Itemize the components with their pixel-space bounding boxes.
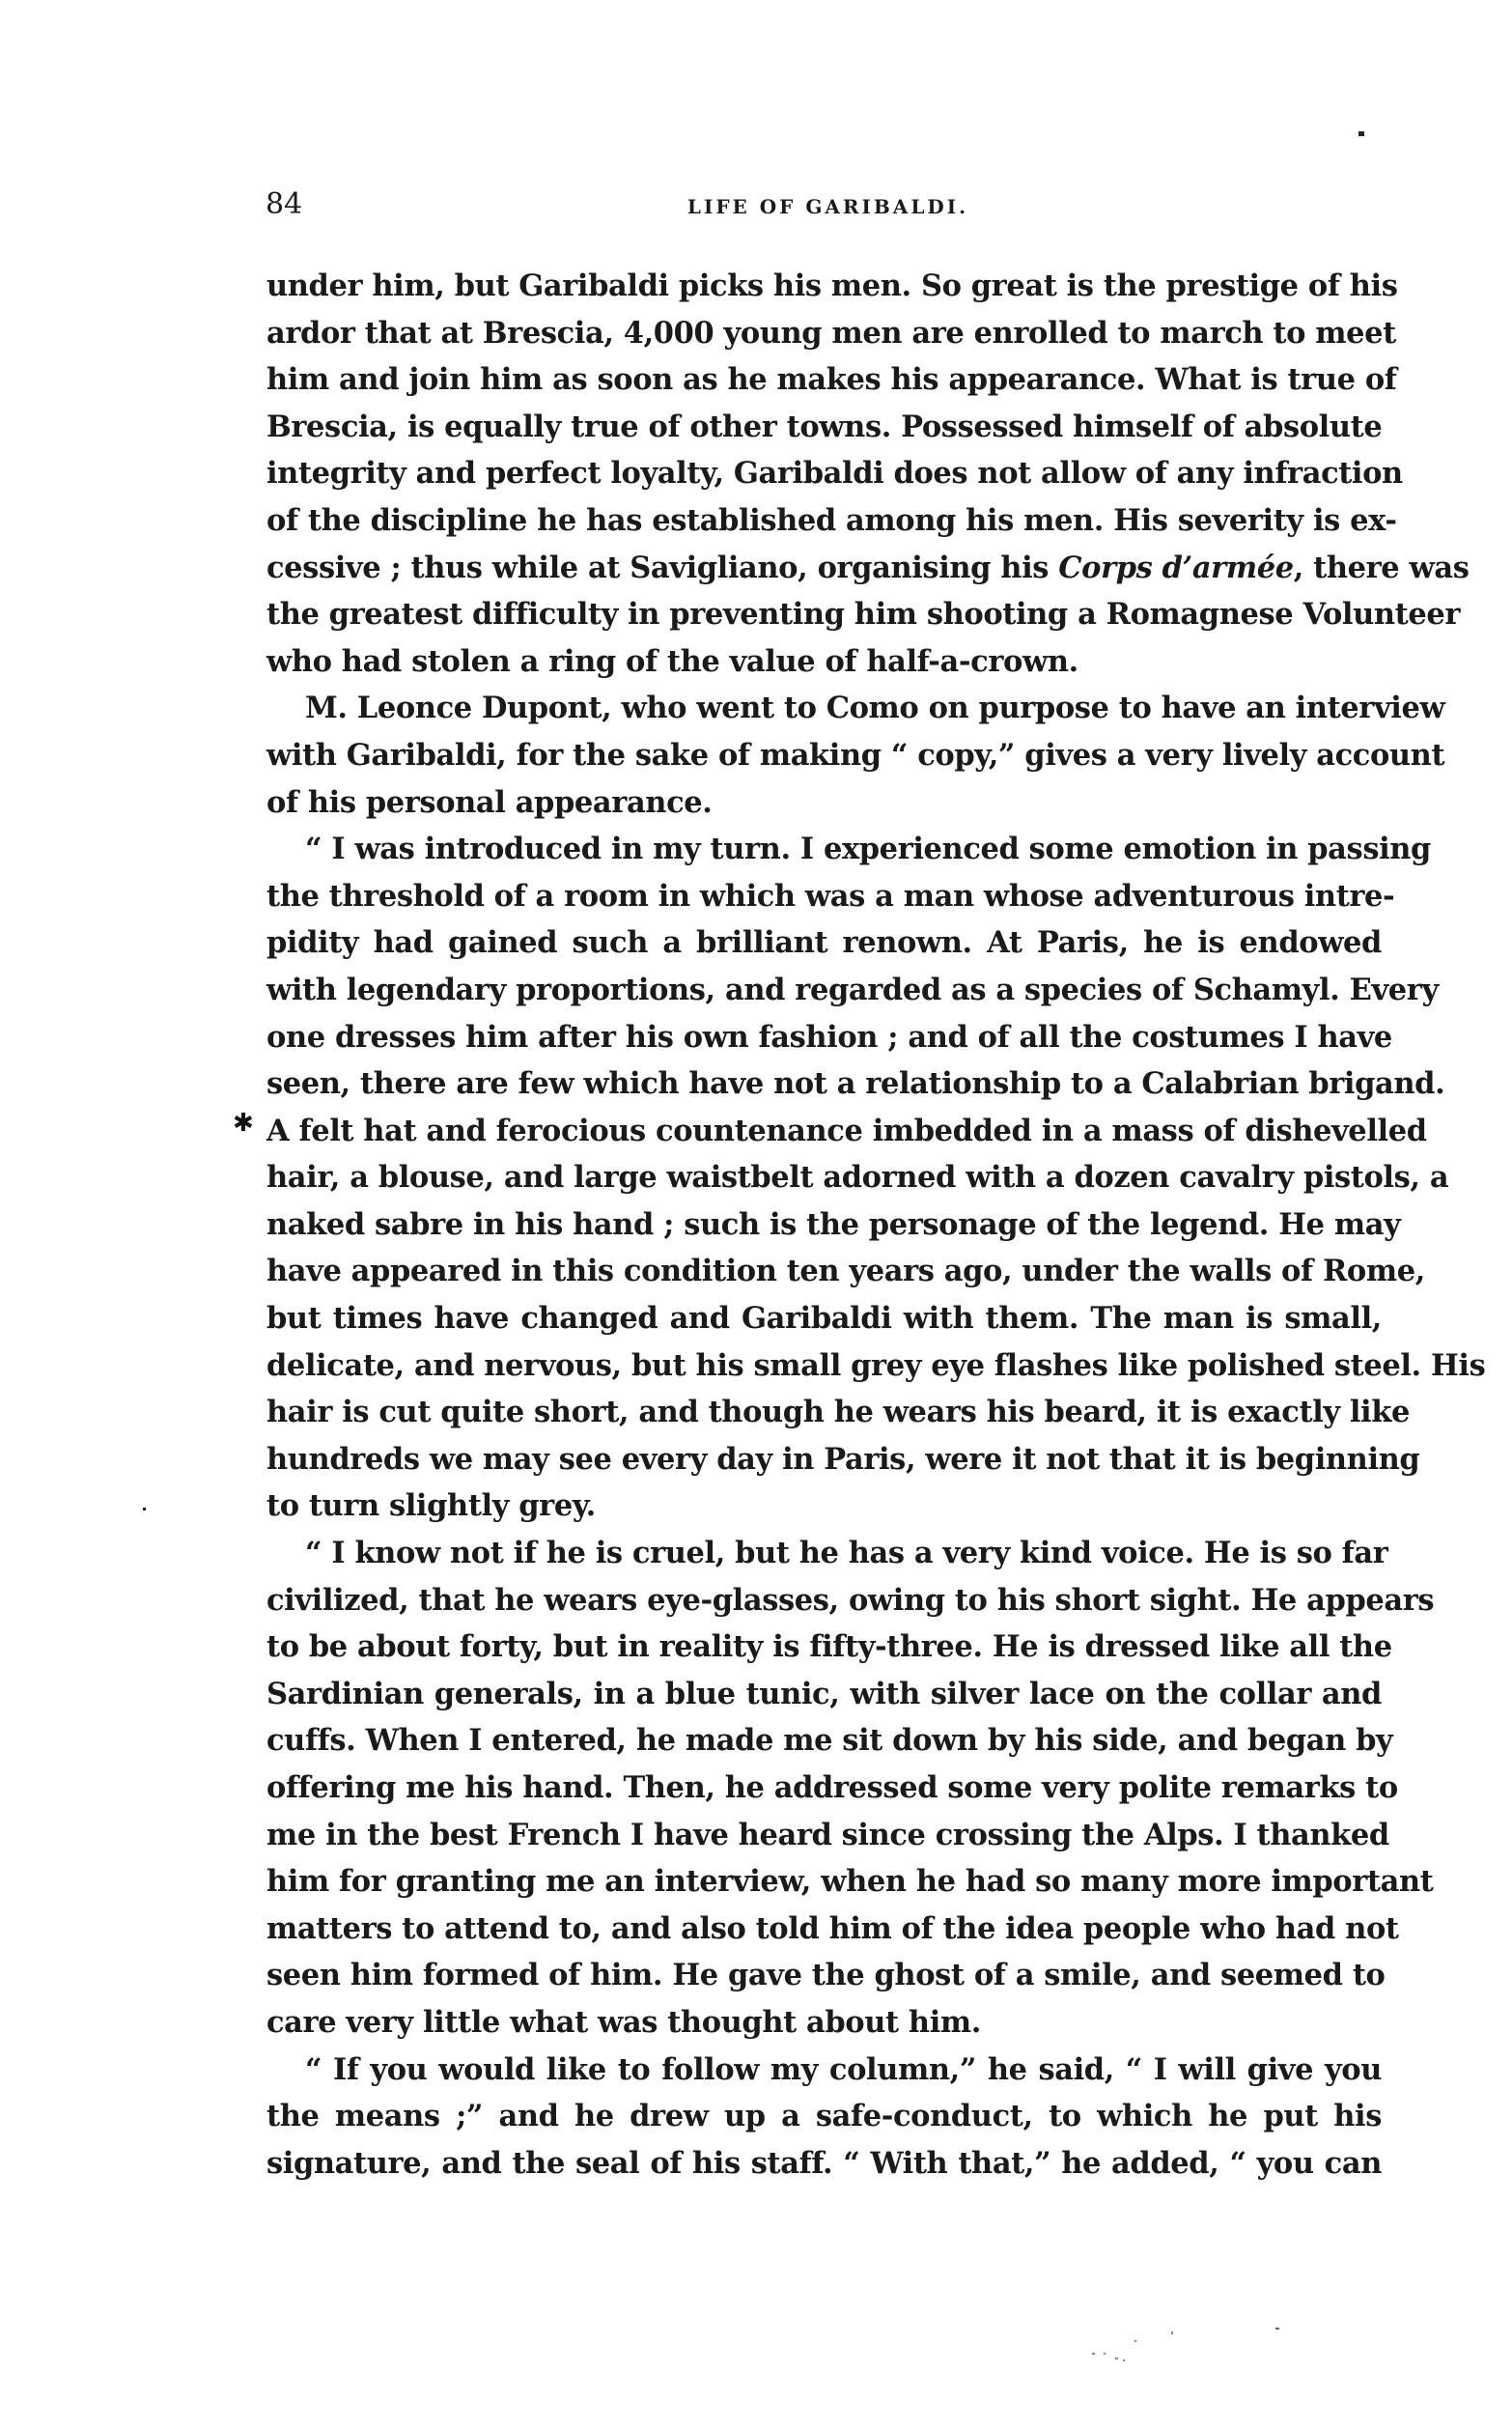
text-line: seen, there are few which have not a relationship to a Calabrian brigand. [266, 1066, 1445, 1102]
text-line: to be about forty, but in reality is fifty-three. He is dressed like all the [266, 1629, 1392, 1665]
text-line: naked sabre in his hand ; such is the personage of the legend. He may [266, 1206, 1401, 1242]
text-line: have appeared in this condition ten years ago, under the walls of Rome, [266, 1254, 1425, 1289]
text-line: M. Leonce Dupont, who went to Como on purpose to have an interview [305, 691, 1445, 726]
text-line: “ If you would like to follow my column,” he said, “ I will give you [305, 2051, 1382, 2087]
text-line: “ I know not if he is cruel, but he has a very kind voice. He is so far [305, 1536, 1388, 1571]
text-line: with legendary proportions, and regarded as a species of Schamyl. Every [266, 972, 1439, 1007]
scan-speck-bottom-1 [1092, 2353, 1095, 2355]
body-text [266, 263, 1486, 2187]
text-line [266, 545, 1470, 592]
text-line: hair is cut quite short, and though he wears his beard, it is exactly like [266, 1395, 1410, 1430]
text-line: “ I was introduced in my turn. I experienced some emotion in passing [305, 832, 1431, 867]
running-title: LIFE OF GARIBALDI. [686, 195, 969, 218]
text-line: civilized, that he wears eye-glasses, owing to his short sight. He appears [266, 1582, 1435, 1618]
text-line: but times have changed and Garibaldi with them. The man is small, [266, 1301, 1382, 1337]
text-line: pidity had gained such a brilliant renown. At Paris, he is endowed [266, 925, 1382, 961]
text-line: A felt hat and ferocious countenance imbedded in a mass of dishevelled [266, 1113, 1427, 1148]
text-line: cuffs. When I entered, he made me sit down by his side, and began by [266, 1723, 1393, 1759]
scan-speck-bottom-6 [1171, 2331, 1173, 2334]
text-line: who had stolen a ring of the value of half-a-crown. [266, 643, 1078, 679]
scan-speck-bottom-4 [1123, 2359, 1125, 2361]
margin-asterisk-mark: ✱ [233, 1109, 254, 1138]
text-line: signature, and the seal of his staff. “ With that,” he added, “ you can [266, 2145, 1382, 2181]
text-line: of his personal appearance. [266, 784, 713, 820]
text-line: hair, a blouse, and large waistbelt adorned with a dozen cavalry pistols, a [266, 1160, 1449, 1196]
text-line: Sardinian generals, in a blue tunic, with silver lace on the collar and [266, 1676, 1382, 1711]
text-line: ardor that at Brescia, 4,000 young men are enrolled to march to meet [266, 315, 1396, 351]
text-line: integrity and perfect loyalty, Garibaldi does not allow of any infraction [266, 456, 1403, 492]
text-line: the means ;” and he drew up a safe-conduct, to which he put his [266, 2099, 1382, 2134]
scan-speck-bottom-3 [1115, 2358, 1118, 2359]
scan-speck-bottom-5 [1134, 2340, 1136, 2342]
text-line: under him, but Garibaldi picks his men. So great is the prestige of his [266, 268, 1398, 303]
text-line: him for granting me an interview, when he had so many more important [266, 1864, 1434, 1900]
text-line: one dresses him after his own fashion ; and of all the costumes I have [266, 1019, 1392, 1055]
text-line: him and join him as soon as he makes his appearance. What is true of [266, 362, 1397, 398]
text-line: offering me his hand. Then, he addressed some very polite remarks to [266, 1770, 1398, 1805]
text-line: delicate, and nervous, but his small grey eye flashes like polished steel. His [266, 1347, 1486, 1383]
italic-phrase: Corps d’armée [1058, 550, 1294, 585]
text-line: hundreds we may see every day in Paris, were it not that it is beginning [266, 1441, 1420, 1477]
scan-speck-top-right [1358, 131, 1364, 136]
text-line: Brescia, is equally true of other towns. Possessed himself of absolute [266, 409, 1383, 444]
text-line: matters to attend to, and also told him of the idea people who had not [266, 1910, 1399, 1946]
text-line: of the discipline he has established among his men. His severity is ex- [266, 502, 1397, 538]
scan-speck-left-margin [143, 1508, 146, 1511]
text-line: with Garibaldi, for the sake of making “ copy,” gives a very lively account [266, 737, 1445, 773]
text-line: to turn slightly grey. [266, 1488, 596, 1524]
running-head [266, 184, 1381, 226]
text-line: care very little what was thought about him. [266, 2004, 981, 2040]
text-line: the greatest difficulty in preventing him shooting a Romagnese Volunteer [266, 597, 1460, 633]
scan-speck-bottom-2 [1104, 2353, 1106, 2355]
page-number: 84 [266, 187, 303, 221]
scan-speck-bottom-7 [1275, 2328, 1279, 2330]
text-line: seen him formed of him. He gave the ghost of a smile, and seemed to [266, 1958, 1386, 1993]
text-line: me in the best French I have heard since crossing the Alps. I thanked [266, 1817, 1389, 1852]
text-fragment: , there was [1293, 550, 1470, 585]
text-fragment: cessive ; thus while at Savigliano, organising his [266, 550, 1059, 585]
text-line: the threshold of a room in which was a man whose adventurous intre- [266, 878, 1395, 914]
